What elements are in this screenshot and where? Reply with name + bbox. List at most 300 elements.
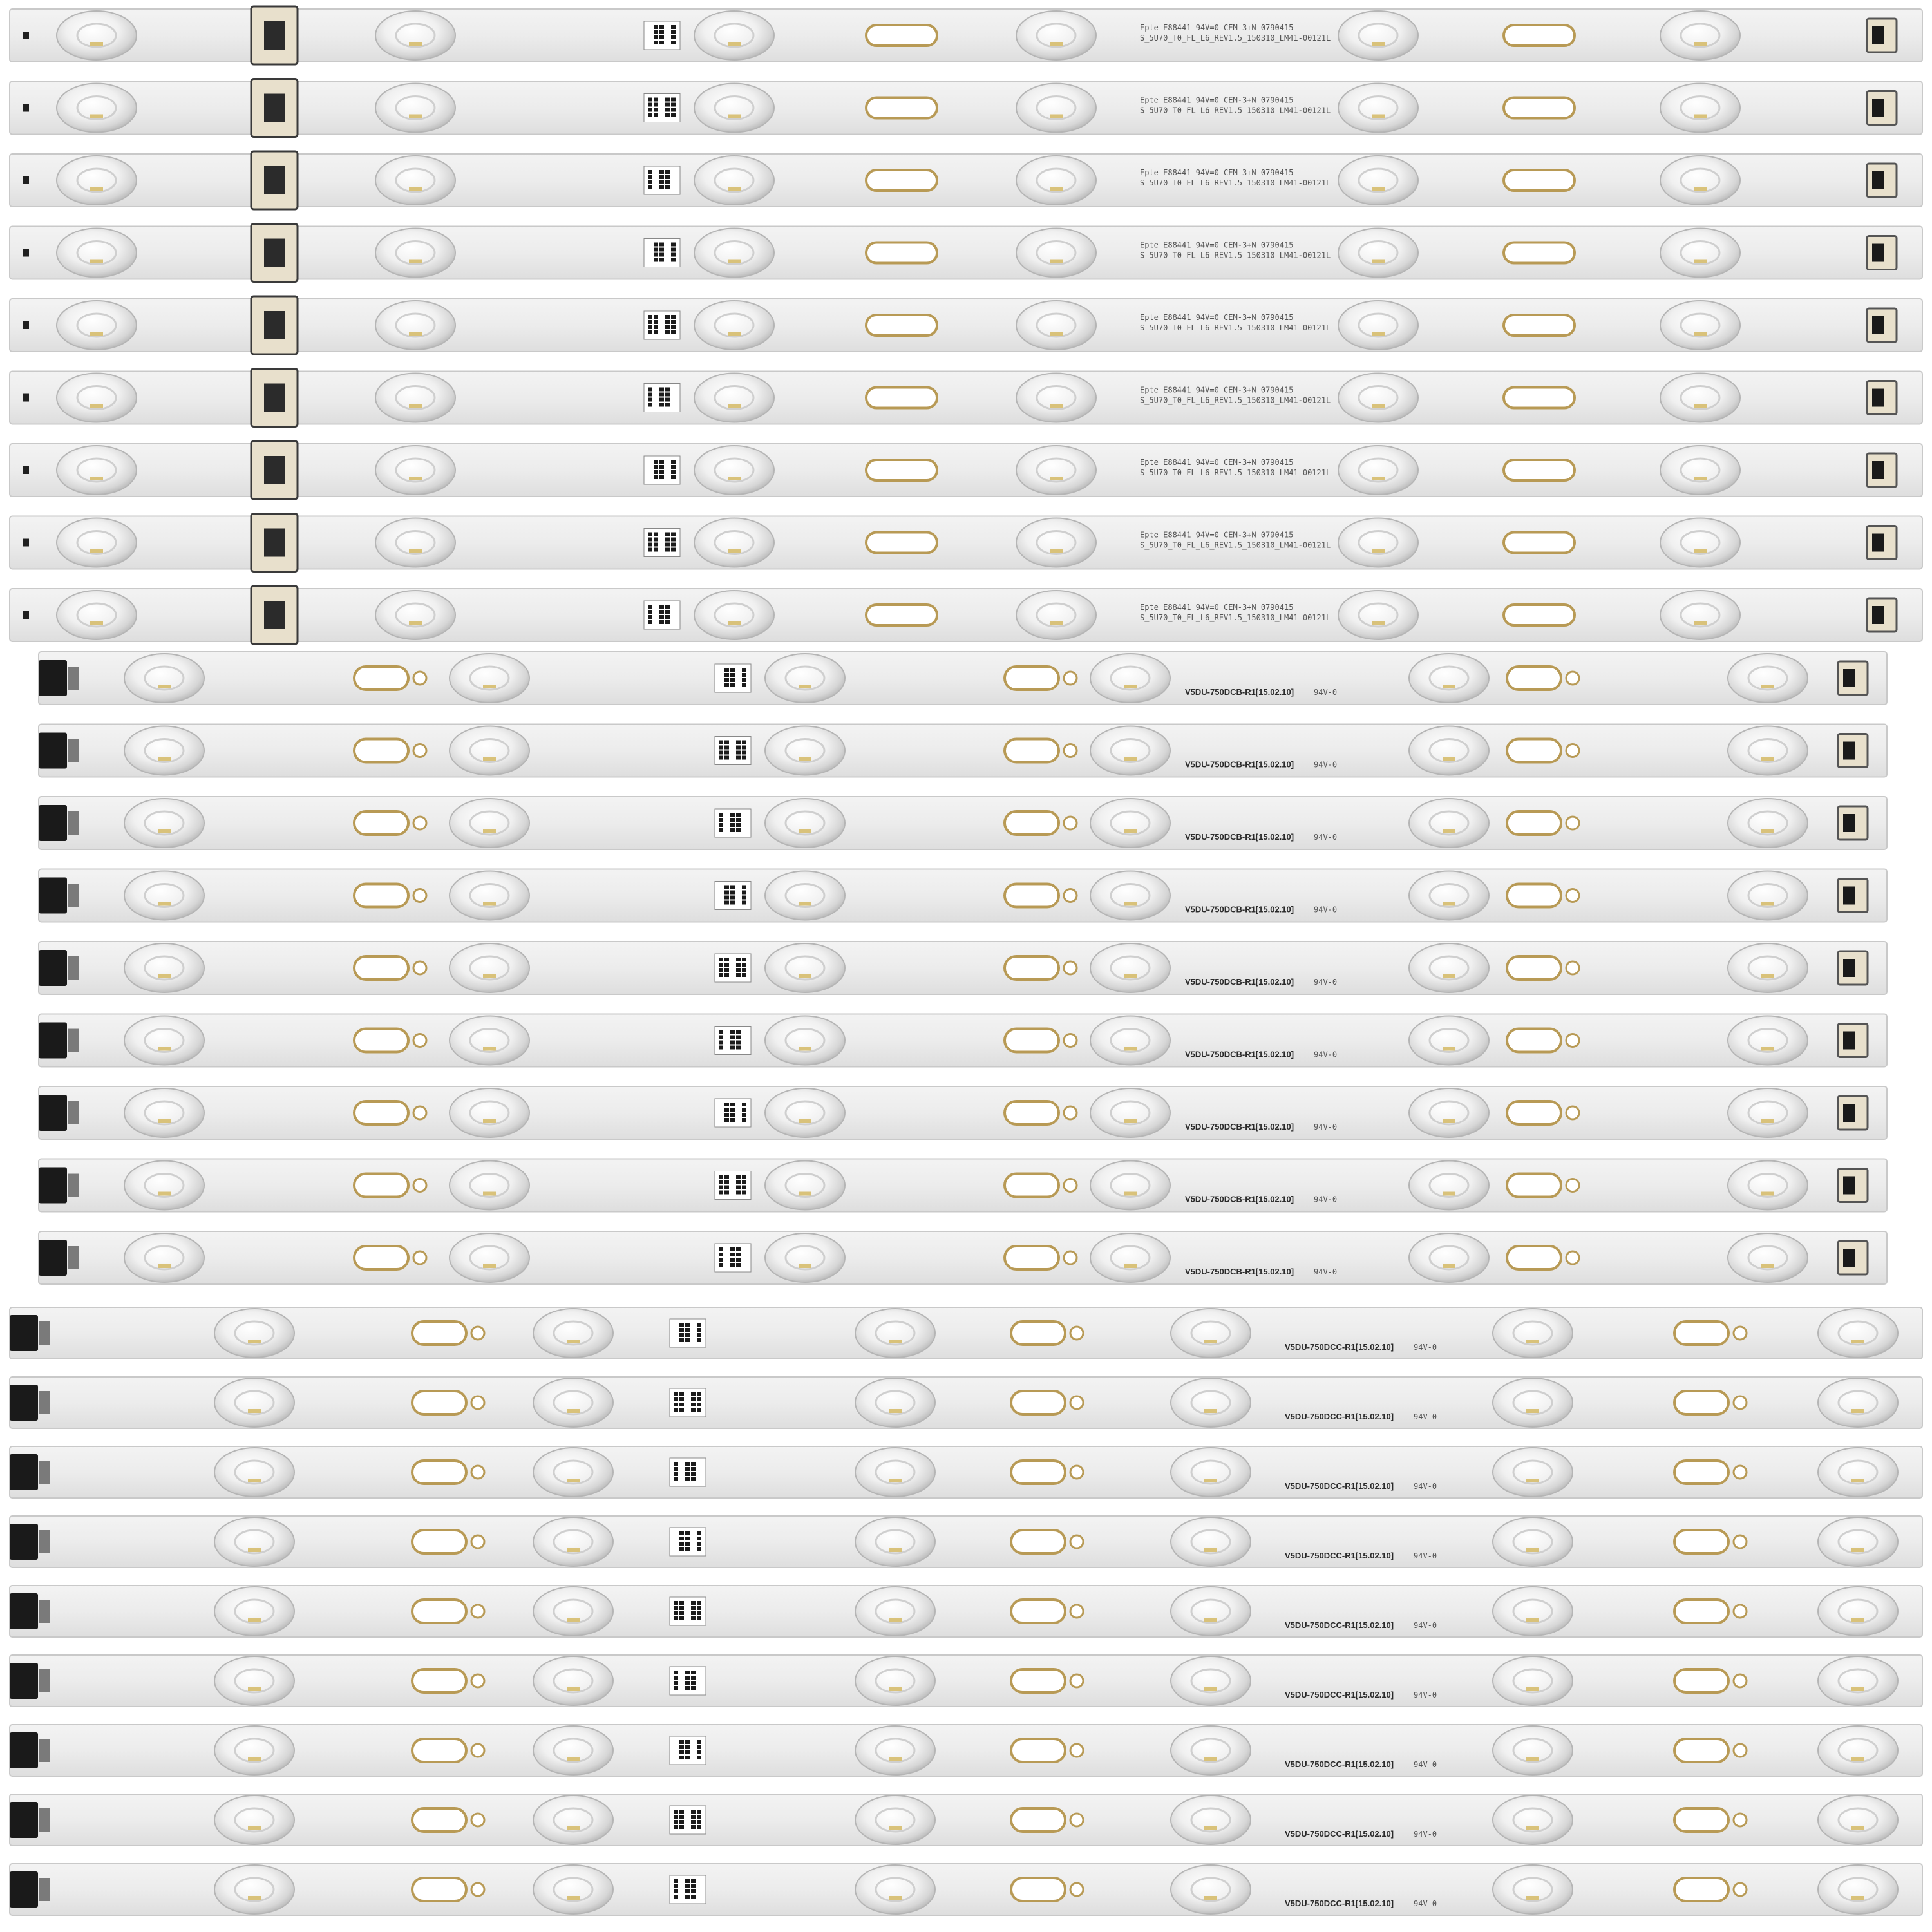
qr-module xyxy=(730,673,735,677)
qr-module xyxy=(724,1175,729,1179)
qr-module xyxy=(685,1333,690,1337)
pcb-marking-primary: V5DU-750DCB-R1[15.02.10] xyxy=(1185,759,1294,770)
group-a-strip xyxy=(10,151,1922,209)
qr-module xyxy=(730,886,735,889)
led-lens xyxy=(1090,1088,1170,1137)
qr-module xyxy=(648,170,652,174)
led-lens xyxy=(694,518,774,567)
qr-module xyxy=(665,113,670,117)
qr-label xyxy=(670,1319,706,1347)
mounting-keyhole xyxy=(1011,1600,1065,1623)
qr-label xyxy=(644,21,680,50)
connector-left xyxy=(10,1802,38,1838)
qr-module xyxy=(674,1686,678,1690)
mounting-hole xyxy=(471,1605,484,1618)
led-lens xyxy=(694,11,774,60)
qr-module xyxy=(736,958,741,961)
mounting-keyhole xyxy=(354,811,408,835)
qr-module xyxy=(697,1820,701,1824)
qr-module xyxy=(665,388,670,392)
qr-module xyxy=(665,538,670,542)
qr-module xyxy=(724,1191,729,1195)
qr-module xyxy=(724,886,729,889)
led-chip xyxy=(409,477,422,480)
led-chip xyxy=(799,685,811,688)
qr-module xyxy=(659,403,664,407)
group-c-strip xyxy=(10,1516,1922,1567)
connector-left xyxy=(10,1732,38,1768)
qr-module xyxy=(691,1616,696,1620)
pcb-marking-primary: V5DU-750DCC-R1[15.02.10] xyxy=(1285,1899,1394,1908)
qr-module xyxy=(691,1472,696,1476)
mounting-keyhole xyxy=(354,1029,408,1052)
led-lens xyxy=(450,1016,529,1065)
qr-module xyxy=(674,1671,678,1674)
led-lens xyxy=(1493,1378,1573,1427)
led-chip xyxy=(1204,1687,1217,1691)
qr-module xyxy=(724,756,729,760)
mounting-hole xyxy=(413,1179,426,1192)
qr-module xyxy=(685,1681,690,1685)
mounting-hole xyxy=(1070,1535,1083,1548)
led-lens xyxy=(1409,871,1489,920)
mounting-keyhole xyxy=(412,1878,466,1901)
mounting-keyhole xyxy=(1507,739,1561,762)
group-c-strip xyxy=(10,1725,1922,1776)
led-lens xyxy=(1818,1865,1898,1914)
group-b-strip xyxy=(39,797,1887,849)
led-chip xyxy=(1372,404,1385,408)
led-lens xyxy=(1090,1233,1170,1282)
led-lens xyxy=(1728,1088,1808,1137)
qr-module xyxy=(697,1740,701,1744)
pcb-marking-secondary: 94V-0 xyxy=(1414,1830,1437,1839)
qr-module xyxy=(730,818,735,822)
qr-module xyxy=(697,1531,701,1535)
qr-module xyxy=(724,1103,729,1106)
connector-left xyxy=(39,878,67,914)
led-lens xyxy=(1409,1016,1489,1065)
qr-module xyxy=(648,398,652,402)
connector-pins xyxy=(39,1530,50,1553)
strip-body xyxy=(10,1307,1922,1359)
led-lens xyxy=(1171,1309,1251,1358)
led-chip xyxy=(1694,115,1707,118)
led-lens xyxy=(533,1378,613,1427)
led-chip xyxy=(1694,477,1707,480)
strip-body xyxy=(39,1231,1887,1284)
led-chip xyxy=(409,332,422,336)
qr-module xyxy=(674,1392,678,1396)
qr-module xyxy=(674,1884,678,1888)
led-chip xyxy=(90,260,103,263)
mounting-keyhole xyxy=(354,884,408,907)
led-lens xyxy=(57,374,137,422)
connector-cap-slot xyxy=(264,384,285,412)
led-lens xyxy=(124,871,204,920)
pad-marker xyxy=(23,104,29,112)
qr-module xyxy=(654,538,658,542)
pcb-marking-primary: V5DU-750DCB-R1[15.02.10] xyxy=(1185,1267,1294,1276)
pcb-marking-primary: V5DU-750DCB-R1[15.02.10] xyxy=(1185,832,1294,842)
led-chip xyxy=(1124,1047,1137,1051)
qr-module xyxy=(671,35,676,39)
led-chip xyxy=(90,332,103,336)
mounting-hole xyxy=(1566,889,1579,902)
led-chip xyxy=(483,1264,496,1268)
led-lens xyxy=(124,943,204,992)
qr-module xyxy=(691,1825,696,1829)
led-chip xyxy=(1372,42,1385,46)
strip-body xyxy=(39,1014,1887,1067)
connector-right-socket xyxy=(1843,742,1855,760)
qr-label xyxy=(644,94,680,122)
led-chip xyxy=(1204,1618,1217,1622)
qr-module xyxy=(679,1537,684,1540)
led-lens xyxy=(1016,156,1096,205)
led-chip xyxy=(728,621,741,625)
pcb-marking-primary: V5DU-750DCC-R1[15.02.10] xyxy=(1285,1342,1394,1352)
led-chip xyxy=(483,1119,496,1123)
qr-module xyxy=(730,678,735,682)
qr-module xyxy=(742,1103,746,1106)
qr-module xyxy=(730,828,735,832)
led-chip xyxy=(1443,1119,1455,1123)
led-chip xyxy=(1372,115,1385,118)
qr-module xyxy=(724,968,729,972)
led-chip xyxy=(1124,902,1137,906)
connector-right-socket xyxy=(1843,1249,1855,1267)
qr-module xyxy=(736,813,741,817)
led-lens xyxy=(765,871,845,920)
pcb-marking-secondary: 94V-0 xyxy=(1414,1412,1437,1421)
led-lens xyxy=(1818,1517,1898,1566)
pcb-marking-secondary: 94V-0 xyxy=(1314,1122,1338,1132)
led-lens xyxy=(1409,1233,1489,1282)
qr-label xyxy=(644,239,680,267)
qr-module xyxy=(654,465,658,469)
led-chip xyxy=(1124,1119,1137,1123)
qr-module xyxy=(674,1472,678,1476)
qr-module xyxy=(724,673,729,677)
pcb-marking-primary: V5DU-750DCB-R1[15.02.10] xyxy=(1185,1049,1294,1059)
qr-module xyxy=(679,1547,684,1551)
led-chip xyxy=(1852,1687,1864,1691)
qr-label xyxy=(670,1875,706,1904)
qr-module xyxy=(654,330,658,334)
led-chip xyxy=(90,477,103,480)
led-lens xyxy=(57,446,137,495)
group-a-strip xyxy=(10,296,1922,354)
connector-left xyxy=(39,1168,67,1204)
pcb-marking-secondary: S_5U70_T0_FL_L6_REV1.5_150310_LM41-00121L xyxy=(1140,540,1331,550)
led-lens xyxy=(1016,518,1096,567)
led-chip xyxy=(889,1548,902,1552)
qr-module xyxy=(742,891,746,895)
led-chip xyxy=(1443,1047,1455,1051)
qr-module xyxy=(742,1191,746,1195)
qr-module xyxy=(679,1392,684,1396)
mounting-hole xyxy=(1566,1106,1579,1119)
led-chip xyxy=(1050,115,1063,118)
qr-module xyxy=(654,30,658,34)
led-chip xyxy=(889,1479,902,1482)
led-lens xyxy=(450,1233,529,1282)
led-chip xyxy=(1694,549,1707,553)
led-lens xyxy=(533,1448,613,1497)
qr-module xyxy=(719,1180,723,1184)
led-chip xyxy=(1526,1896,1539,1900)
pcb-marking-primary: V5DU-750DCC-R1[15.02.10] xyxy=(1285,1412,1394,1421)
qr-module xyxy=(648,620,652,624)
qr-module xyxy=(671,25,676,29)
led-lens xyxy=(1338,84,1418,133)
strip-body xyxy=(10,1446,1922,1498)
mounting-hole xyxy=(413,744,426,757)
led-chip xyxy=(728,404,741,408)
qr-module xyxy=(665,548,670,552)
qr-label xyxy=(670,1667,706,1695)
qr-module xyxy=(724,1186,729,1189)
connector-left xyxy=(10,1524,38,1560)
led-chip xyxy=(1443,902,1455,906)
mounting-keyhole xyxy=(1507,667,1561,690)
led-chip xyxy=(799,1192,811,1196)
qr-module xyxy=(742,958,746,961)
led-chip xyxy=(1694,260,1707,263)
qr-module xyxy=(742,756,746,760)
led-lens xyxy=(855,1448,935,1497)
qr-module xyxy=(730,1258,735,1262)
qr-module xyxy=(654,460,658,464)
qr-module xyxy=(730,1118,735,1122)
qr-module xyxy=(719,1030,723,1034)
qr-module xyxy=(671,315,676,319)
led-chip xyxy=(567,1409,580,1413)
qr-module xyxy=(659,35,664,39)
led-chip xyxy=(1204,1340,1217,1343)
pad-marker xyxy=(23,466,29,474)
qr-module xyxy=(648,108,652,112)
led-lens xyxy=(1016,84,1096,133)
qr-module xyxy=(659,41,664,44)
qr-module xyxy=(654,108,658,112)
qr-module xyxy=(674,1895,678,1899)
led-lens xyxy=(214,1795,294,1844)
pad-marker xyxy=(23,32,29,39)
qr-module xyxy=(659,258,664,262)
mounting-hole xyxy=(1070,1466,1083,1479)
qr-module xyxy=(697,1815,701,1819)
mounting-keyhole xyxy=(1674,1808,1728,1832)
led-chip xyxy=(90,549,103,553)
qr-module xyxy=(719,1036,723,1039)
led-chip xyxy=(1443,829,1455,833)
pcb-marking-secondary: 94V-0 xyxy=(1414,1690,1437,1700)
led-chip xyxy=(1372,621,1385,625)
qr-module xyxy=(654,475,658,479)
led-chip xyxy=(1124,1192,1137,1196)
led-lens xyxy=(450,871,529,920)
qr-module xyxy=(685,1323,690,1327)
qr-module xyxy=(654,253,658,257)
led-lens xyxy=(124,1016,204,1065)
mounting-slot xyxy=(866,25,937,46)
led-chip xyxy=(799,1264,811,1268)
connector-cap-slot xyxy=(264,601,285,629)
qr-module xyxy=(671,113,676,117)
qr-module xyxy=(671,243,676,247)
qr-module xyxy=(691,1810,696,1814)
led-lens xyxy=(1660,446,1740,495)
mounting-keyhole xyxy=(354,1246,408,1269)
led-lens xyxy=(1660,84,1740,133)
mounting-keyhole xyxy=(412,1461,466,1484)
connector-left xyxy=(10,1454,38,1490)
qr-module xyxy=(654,470,658,474)
qr-module xyxy=(742,668,746,672)
led-lens xyxy=(1660,229,1740,278)
led-lens xyxy=(855,1865,935,1914)
mounting-slot xyxy=(866,315,937,336)
mounting-keyhole xyxy=(1507,1029,1561,1052)
mounting-hole xyxy=(1070,1814,1083,1826)
qr-module xyxy=(736,751,741,755)
qr-module xyxy=(659,465,664,469)
led-chip xyxy=(1761,1119,1774,1123)
led-chip xyxy=(248,1757,261,1761)
connector-right-socket xyxy=(1843,814,1855,832)
mounting-hole xyxy=(471,1327,484,1340)
led-chip xyxy=(889,1896,902,1900)
connector-pins xyxy=(39,1878,50,1901)
qr-module xyxy=(674,1815,678,1819)
qr-module xyxy=(742,901,746,905)
pcb-marking-primary: Epte E88441 94V=0 CEM-3+N 0790415 xyxy=(1140,95,1294,105)
led-chip xyxy=(1124,829,1137,833)
qr-module xyxy=(736,1180,741,1184)
qr-module xyxy=(665,175,670,179)
led-chip xyxy=(1204,1548,1217,1552)
qr-module xyxy=(674,1879,678,1883)
mounting-hole xyxy=(1064,1106,1077,1119)
led-chip xyxy=(567,1479,580,1482)
qr-module xyxy=(648,175,652,179)
qr-module xyxy=(654,25,658,29)
led-lens xyxy=(214,1656,294,1705)
qr-label xyxy=(670,1736,706,1765)
qr-module xyxy=(659,253,664,257)
qr-module xyxy=(691,1408,696,1412)
qr-module xyxy=(719,1263,723,1267)
qr-module xyxy=(736,1247,741,1251)
mounting-hole xyxy=(1070,1327,1083,1340)
led-lens xyxy=(375,591,455,639)
led-lens xyxy=(855,1726,935,1775)
qr-module xyxy=(659,610,664,614)
qr-module xyxy=(724,678,729,682)
led-chip xyxy=(1852,1757,1864,1761)
qr-label xyxy=(715,954,751,982)
qr-module xyxy=(648,548,652,552)
qr-module xyxy=(671,108,676,112)
led-lens xyxy=(1090,943,1170,992)
pcb-marking-secondary: 94V-0 xyxy=(1414,1482,1437,1491)
qr-module xyxy=(691,1681,696,1685)
qr-module xyxy=(742,1186,746,1189)
qr-module xyxy=(654,41,658,44)
led-chip xyxy=(889,1340,902,1343)
qr-module xyxy=(719,823,723,827)
qr-label xyxy=(644,456,680,484)
qr-module xyxy=(724,963,729,967)
qr-module xyxy=(730,891,735,895)
mounting-hole xyxy=(471,1674,484,1687)
qr-module xyxy=(648,393,652,397)
qr-module xyxy=(674,1403,678,1406)
pcb-marking-primary: V5DU-750DCB-R1[15.02.10] xyxy=(1185,687,1294,697)
led-lens xyxy=(214,1865,294,1914)
mounting-keyhole xyxy=(1674,1600,1728,1623)
led-lens xyxy=(1493,1656,1573,1705)
qr-module xyxy=(691,1403,696,1406)
qr-module xyxy=(697,1397,701,1401)
qr-module xyxy=(659,615,664,619)
pcb-marking-primary: V5DU-750DCB-R1[15.02.10] xyxy=(1185,904,1294,914)
pad-marker xyxy=(23,321,29,329)
led-chip xyxy=(158,757,171,761)
qr-module xyxy=(742,1108,746,1112)
led-chip xyxy=(1852,1826,1864,1830)
qr-module xyxy=(648,103,652,107)
mounting-keyhole xyxy=(1674,1530,1728,1553)
qr-module xyxy=(671,543,676,547)
qr-module xyxy=(679,1601,684,1605)
led-lens xyxy=(1660,374,1740,422)
qr-module xyxy=(665,398,670,402)
qr-module xyxy=(685,1686,690,1690)
connector-right-socket xyxy=(1872,99,1884,117)
qr-module xyxy=(648,330,652,334)
qr-module xyxy=(724,901,729,905)
qr-module xyxy=(648,180,652,184)
qr-module xyxy=(648,605,652,609)
led-chip xyxy=(248,1687,261,1691)
mounting-keyhole xyxy=(1674,1321,1728,1345)
connector-cap-slot xyxy=(264,456,285,484)
connector-left xyxy=(39,733,67,769)
qr-module xyxy=(648,538,652,542)
led-chip xyxy=(567,1687,580,1691)
qr-module xyxy=(659,393,664,397)
mounting-keyhole xyxy=(412,1321,466,1345)
led-lens xyxy=(1171,1795,1251,1844)
led-chip xyxy=(1526,1618,1539,1622)
qr-module xyxy=(742,683,746,687)
qr-module xyxy=(697,1825,701,1829)
qr-module xyxy=(736,746,741,750)
qr-module xyxy=(742,973,746,977)
mounting-keyhole xyxy=(354,739,408,762)
qr-module xyxy=(679,1611,684,1615)
connector-right-socket xyxy=(1872,461,1884,479)
connector-right-socket xyxy=(1872,244,1884,262)
led-chip xyxy=(90,404,103,408)
led-chip xyxy=(1124,1264,1137,1268)
led-chip xyxy=(1761,685,1774,688)
led-lens xyxy=(450,1161,529,1210)
pcb-marking-secondary: S_5U70_T0_FL_L6_REV1.5_150310_LM41-00121L xyxy=(1140,251,1331,260)
